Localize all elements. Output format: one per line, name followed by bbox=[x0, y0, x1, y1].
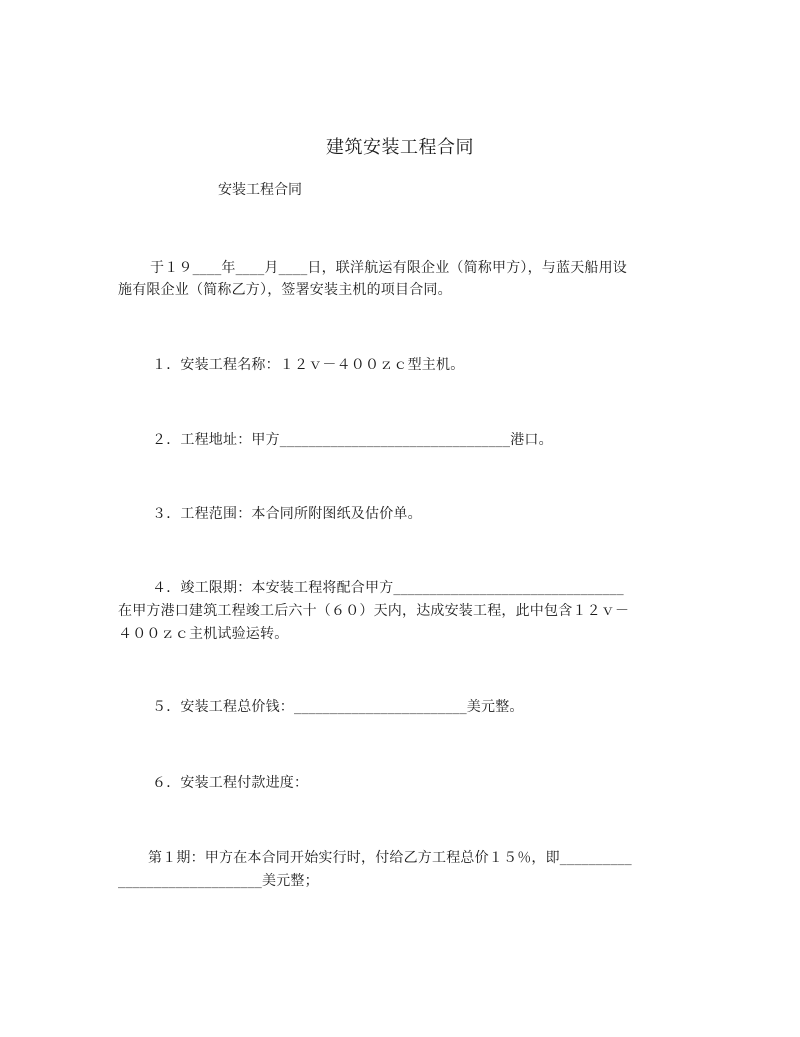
clause-4-completion-line-3: ４００ｚｃ主机试验运转。 bbox=[118, 626, 289, 642]
intro-paragraph-line-1: 于１９____年____月____日，联洋航运有限企业（简称甲方），与蓝天船用设 bbox=[150, 260, 627, 276]
clause-3-project-scope: ３．工程范围：本合同所附图纸及估价单。 bbox=[152, 506, 422, 522]
payment-phase-1-line-1: 第１期：甲方在本合同开始实行时，付给乙方工程总价１５％，即__________ bbox=[148, 850, 632, 866]
payment-phase-1-line-2: ____________________美元整； bbox=[118, 873, 319, 889]
document-title: 建筑安装工程合同 bbox=[326, 137, 474, 158]
intro-paragraph-line-2: 施有限企业（简称乙方），签署安装主机的项目合同。 bbox=[118, 282, 452, 298]
clause-5-total-price: ５．安装工程总价钱：________________________美元整。 bbox=[152, 699, 524, 715]
clause-6-payment-schedule: ６．安装工程付款进度： bbox=[152, 775, 309, 791]
document-subtitle: 安装工程合同 bbox=[218, 182, 302, 198]
clause-1-project-name: １．安装工程名称：１２ｖ－４００ｚｃ型主机。 bbox=[152, 357, 465, 373]
clause-4-completion-line-2: 在甲方港口建筑工程竣工后六十（６０）天内，达成安装工程，此中包含１２ｖ－ bbox=[118, 603, 630, 619]
clause-2-project-site: ２．工程地址：甲方________________________________港口。 bbox=[152, 432, 553, 448]
clause-4-completion-line-1: ４．竣工限期：本安装工程将配合甲方________________________________ bbox=[152, 580, 624, 596]
